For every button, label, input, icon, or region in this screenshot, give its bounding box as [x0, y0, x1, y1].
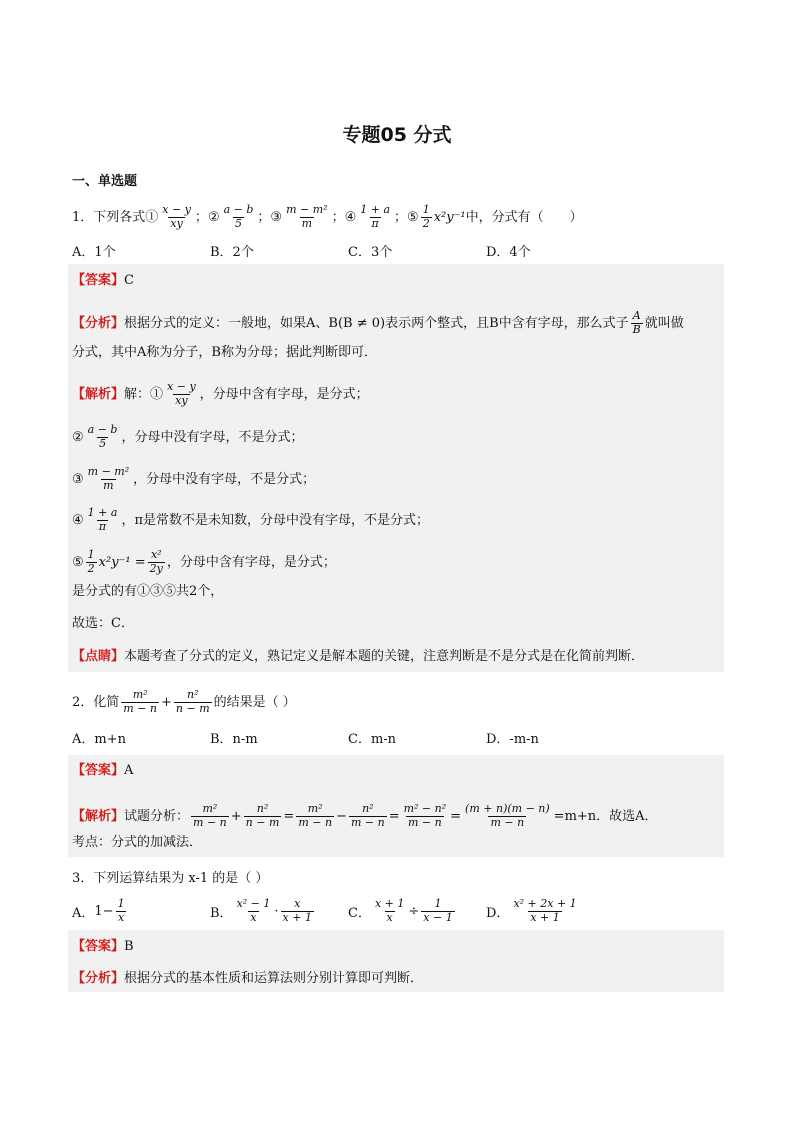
q2-solution: 【解析】 试题分析： $\frac{\text{m²}}{m - n}$ + $\frac{\text{n²}}{n - m}$ = $\frac{\text{m²}}{m - n}$ − $\frac{\text{n²}}{m - n}$ = $\frac{\text{m² − n²}}{m - n}$ = $\frac{(m + n)(m - n)}{m - n}$ =m+n．故选A． [72, 802, 658, 829]
q1-option-c[interactable]: C．3个 [348, 245, 393, 260]
q1-comment: 【点睛】 本题考查了分式的定义，熟记定义是解本题的关键，注意判断是不是分式是在化简前判断． [72, 649, 645, 664]
q2-option-d[interactable]: D．-m-n [486, 732, 539, 747]
q2-answer: 【答案】 A [72, 763, 134, 778]
q1-fraction-4: $\frac{1 + a}{\pi}$ [360, 203, 391, 230]
q2-stem: 2．化简 $\frac{\text{m²}}{m - n}$ + $\frac{\text{n²}}{n - m}$ 的结果是（ ） [72, 688, 296, 715]
q1-answer: 【答案】 C [72, 273, 134, 288]
q1-analysis: 【分析】 根据分式的定义：一般地，如果A、B(B ≠ 0)表示两个整式，且B中含有字母，那么式子 $\frac{A}{B}$ 就叫做 [72, 309, 684, 336]
q1-stem: 1．下列各式① $\frac{x - y}{xy}$ ； ② $\frac{a - b}{5}$ ； ③ $\frac{\text{m − m²}}{m}$ ； ④ $\frac{1 + a}{\pi}$ ； ⑤ $\frac{1}{2}$ x²y⁻¹ 中，分式有（ ） [72, 203, 583, 230]
q3-stem: 3．下列运算结果为 x-1 的是（ ） [72, 871, 269, 886]
q1-option-b[interactable]: B．2个 [210, 245, 254, 260]
q2-option-c[interactable]: C．m-n [348, 732, 397, 747]
q3-option-b[interactable]: B． $\frac{\text{x² − 1}}{x}$ · $\frac{x}{x + 1}$ [210, 897, 312, 924]
q3-option-a[interactable]: A． 1− $\frac{1}{x}$ [72, 897, 125, 924]
q1-analysis-fraction: $\frac{A}{B}$ [632, 309, 641, 336]
q1-solution-6: 是分式的有①③⑤共2个， [72, 584, 224, 599]
q2-option-a[interactable]: A．m+n [72, 732, 126, 747]
section-heading: 一、单选题 [72, 174, 138, 189]
q2-point: 考点：分式的加减法． [72, 835, 203, 850]
q1-option-a[interactable]: A．1个 [72, 245, 116, 260]
q3-option-d[interactable]: D． $\frac{\text{x² + 2x + 1}}{x + 1}$ [486, 897, 577, 924]
page-title: 专题05 分式 [342, 124, 452, 146]
q1-solution-3: ③ $\frac{\text{m − m²}}{m}$ ，分母中没有字母，不是分式； [72, 465, 316, 492]
q1-solution-4: ④ $\frac{1 + a}{\pi}$ ，π是常数不是未知数，分母中没有字母，不是分式； [72, 506, 429, 533]
q1-stem-prefix: 1．下列各式① [72, 209, 159, 225]
q1-solution-1: 【解析】 解：① $\frac{x - y}{xy}$ ，分母中含有字母，是分式； [72, 380, 369, 407]
q3-option-c[interactable]: C． $\frac{x + 1}{x}$ ÷ $\frac{1}{x - 1}$ [348, 897, 453, 924]
q1-option-d[interactable]: D．4个 [486, 245, 531, 260]
q1-solution-7: 故选：C． [72, 616, 134, 631]
q1-fraction-5: $\frac{1}{2}$ [422, 203, 430, 230]
q2-option-b[interactable]: B．n-m [210, 732, 258, 747]
q1-analysis-cont: 分式，其中A称为分子，B称为分母；据此判断即可． [72, 345, 377, 360]
q1-fraction-2: $\frac{a - b}{5}$ [223, 203, 254, 230]
q1-solution-2: ② $\frac{a - b}{5}$ ，分母中没有字母，不是分式； [72, 423, 304, 450]
q1-stem-suffix: 中，分式有（ ） [465, 209, 583, 225]
q3-analysis: 【分析】 根据分式的基本性质和运算法则分别计算即可判断． [72, 971, 424, 986]
q3-answer: 【答案】 B [72, 939, 134, 954]
q1-fraction-1: $\frac{x - y}{xy}$ [162, 203, 191, 230]
q1-solution-5: ⑤ $\frac{1}{2}$ x²y⁻¹ = $\frac{\text{x²}}{2y}$ ，分母中含有字母，是分式； [72, 548, 336, 575]
q1-fraction-3: $\frac{\text{m − m²}}{m}$ [286, 203, 328, 230]
